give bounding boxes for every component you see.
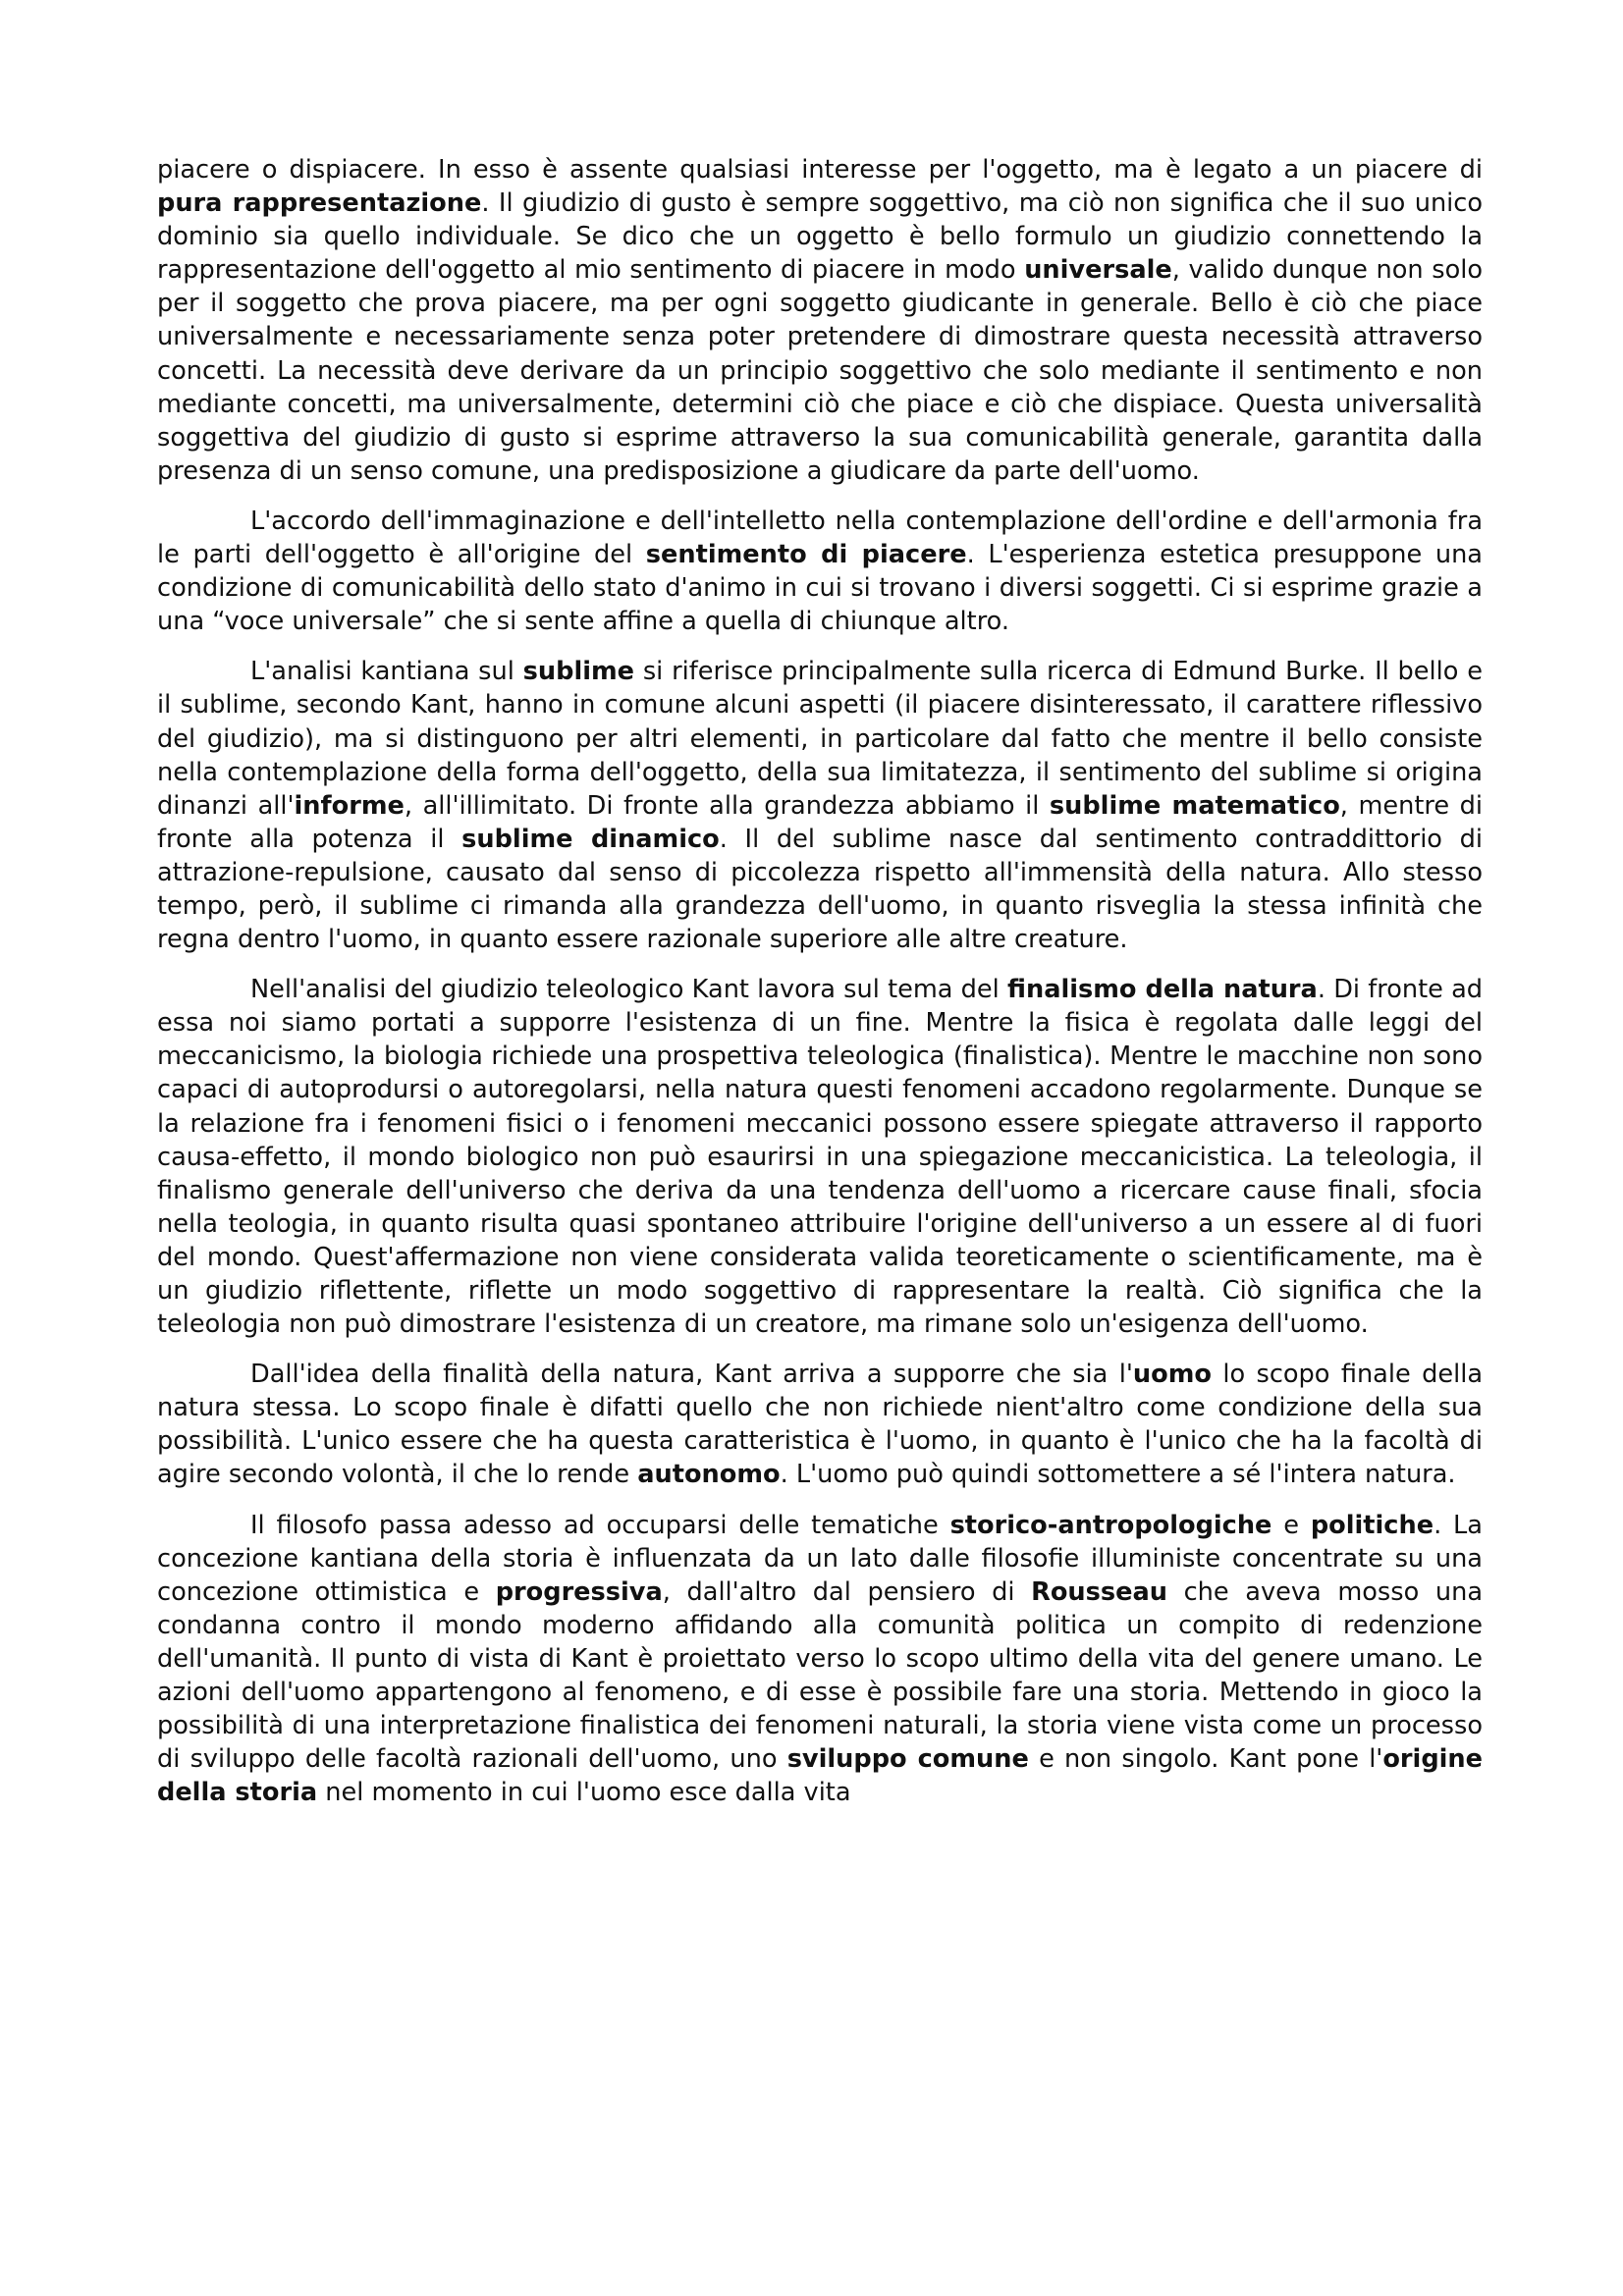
bold-term: sentimento di piacere	[645, 540, 967, 570]
text-segment: lo scopo finale della natura stessa. Lo scopo finale è difatti quello che non richiede nient'altro come condizione della sua possibilità. L'unico essere che ha questa caratteristica è l'uomo, in quanto è l'unico che ha la facoltà di agire secondo volontà, il che lo rende	[157, 1360, 1484, 1490]
text-segment: , dall'altro dal pensiero di	[662, 1576, 1032, 1607]
bold-term: sublime matematico	[1049, 790, 1340, 821]
bold-term: politiche	[1310, 1510, 1434, 1540]
text-segment: , valido dunque non solo per il soggetto che prova piacere, ma per ogni soggetto giudicante in generale. Bello è ciò che piace universalmente e necessariamente senza poter pretendere di dimostrare questa necessità attraverso concetti. La necessità deve derivare da un principio soggettivo che solo mediante il sentimento e non mediante concetti, ma universalmente, determini ciò che piace e ciò che dispiace. Questa universalità soggettiva del giudizio di gusto si esprime attraverso la sua comunicabilità generale, garantita dalla presenza di un senso comune, una predisposizione a giudicare da parte dell'uomo.	[157, 255, 1483, 486]
text-segment: . Il giudizio di gusto è sempre soggettivo, ma ciò non significa che il suo unico dominio sia quello individuale. Se dico che un oggetto è bello formulo un giudizio connettendo la rappresentazione dell'oggetto al mio sentimento di piacere in modo	[157, 188, 1484, 286]
bold-term: sublime dinamico	[461, 824, 720, 854]
paragraph-teleologia	[157, 973, 1483, 1341]
text-segment: e non singolo. Kant pone l'	[1028, 1744, 1383, 1775]
text-segment: . Di fronte ad essa noi siamo portati a supporre l'esistenza di un fine. Mentre la fisica è regolata dalle leggi del meccanicismo, la biologia richiede una prospettiva teleologica (finalistica). Mentre le macchine non sono capaci di autoprodursi o autoregolarsi, nella natura questi fenomeni accadono regolarmente. Dunque se la relazione fra i fenomeni fisici o i fenomeni meccanici possono essere spiegate attraverso il rapporto causa-effetto, il mondo biologico non può esaurirsi in una spiegazione meccanicistica. La teleologia, il finalismo generale dell'universo che deriva da una tendenza dell'uomo a ricercare cause finali, sfocia nella teologia, in quanto risulta quasi spontaneo attribuire l'origine dell'universo a un essere al di fuori del mondo. Quest'affermazione non viene considerata valida teoreticamente o scientificamente, ma è un giudizio riflettente, riflette un modo soggettivo di rappresentare la realtà. Ciò significa che la teleologia non può dimostrare l'esistenza di un creatore, ma rimane solo un'esigenza dell'uomo.	[157, 975, 1484, 1340]
text-segment: e	[1271, 1510, 1311, 1540]
text-segment: . La concezione kantiana della storia è influenzata da un lato dalle filosofie illuministe concentrate su una concezione ottimistica e	[157, 1510, 1483, 1607]
bold-term: sublime	[522, 657, 635, 687]
text-segment: Nell'analisi del giudizio teleologico Kant lavora sul tema del	[250, 975, 1008, 1005]
document-page	[157, 153, 1483, 1826]
text-segment: , all'illimitato. Di fronte alla grandezza abbiamo il	[404, 790, 1050, 821]
text-segment: si riferisce principalmente sulla ricerca di Edmund Burke. Il bello e il sublime, secondo Kant, hanno in comune alcuni aspetti (il piacere disinteressato, il carattere riflessivo del giudizio), ma si distinguono per altri elementi, in particolare dal fatto che mentre il bello consiste nella contemplazione della forma dell'oggetto, della sua limitatezza, il sentimento del sublime si origina dinanzi all'	[157, 657, 1483, 821]
bold-term: universale	[1024, 255, 1172, 286]
text-segment: L'analisi kantiana sul	[250, 657, 523, 687]
text-segment: L'accordo dell'immaginazione e dell'intelletto nella contemplazione dell'ordine e dell'armonia fra le parti dell'oggetto è all'origine del	[157, 506, 1483, 570]
text-segment: . L'esperienza estetica presuppone una condizione di comunicabilità dello stato d'animo in cui si trovano i diversi soggetti. Ci si esprime grazie a una “voce universale” che si sente affine a quella di chiunque altro.	[157, 540, 1483, 637]
text-segment: . L'uomo può quindi sottomettere a sé l'intera natura.	[780, 1460, 1456, 1490]
bold-term: Rousseau	[1031, 1576, 1167, 1607]
paragraph-accordo	[157, 505, 1483, 638]
bold-term: informe	[294, 790, 405, 821]
text-segment: che aveva mosso una condanna contro il mondo moderno affidando alla comunità politica un compito di redenzione dell'umanità. Il punto di vista di Kant è proiettato verso lo scopo ultimo della vita del genere umano. Le azioni dell'uomo appartengono al fenomeno, e di esse è possibile fare una storia. Mettendo in gioco la possibilità di una interpretazione finalistica dei fenomeni naturali, la storia viene vista come un processo di sviluppo delle facoltà razionali dell'uomo, uno	[157, 1576, 1483, 1775]
paragraph-gusto	[157, 153, 1483, 488]
bold-term: autonomo	[637, 1460, 781, 1490]
text-segment: nel momento in cui l'uomo esce dalla vita	[317, 1778, 851, 1808]
paragraph-storia	[157, 1509, 1483, 1810]
bold-term: sviluppo comune	[786, 1744, 1029, 1775]
bold-term: finalismo della natura	[1007, 975, 1318, 1005]
bold-term: pura rappresentazione	[157, 188, 482, 219]
bold-term: progressiva	[495, 1576, 663, 1607]
paragraph-sublime	[157, 655, 1483, 956]
text-segment: piacere o dispiacere. In esso è assente qualsiasi interesse per l'oggetto, ma è legato a un piacere di	[157, 155, 1483, 185]
text-segment: . Il del sublime nasce dal sentimento contraddittorio di attrazione-repulsione, causato dal senso di piccolezza rispetto all'immensità della natura. Allo stesso tempo, però, il sublime ci rimanda alla grandezza dell'uomo, in quanto risveglia la stessa infinità che regna dentro l'uomo, in quanto essere razionale superiore alle altre creature.	[157, 824, 1483, 955]
text-segment: Il filosofo passa adesso ad occuparsi delle tematiche	[250, 1510, 950, 1540]
bold-term: origine della storia	[157, 1744, 1483, 1808]
paragraph-uomo	[157, 1358, 1483, 1491]
text-segment: , mentre di fronte alla potenza il	[157, 790, 1484, 854]
bold-term: uomo	[1132, 1360, 1212, 1390]
text-segment: Dall'idea della finalità della natura, Kant arriva a supporre che sia l'	[250, 1360, 1133, 1390]
bold-term: storico-antropologiche	[949, 1510, 1272, 1540]
